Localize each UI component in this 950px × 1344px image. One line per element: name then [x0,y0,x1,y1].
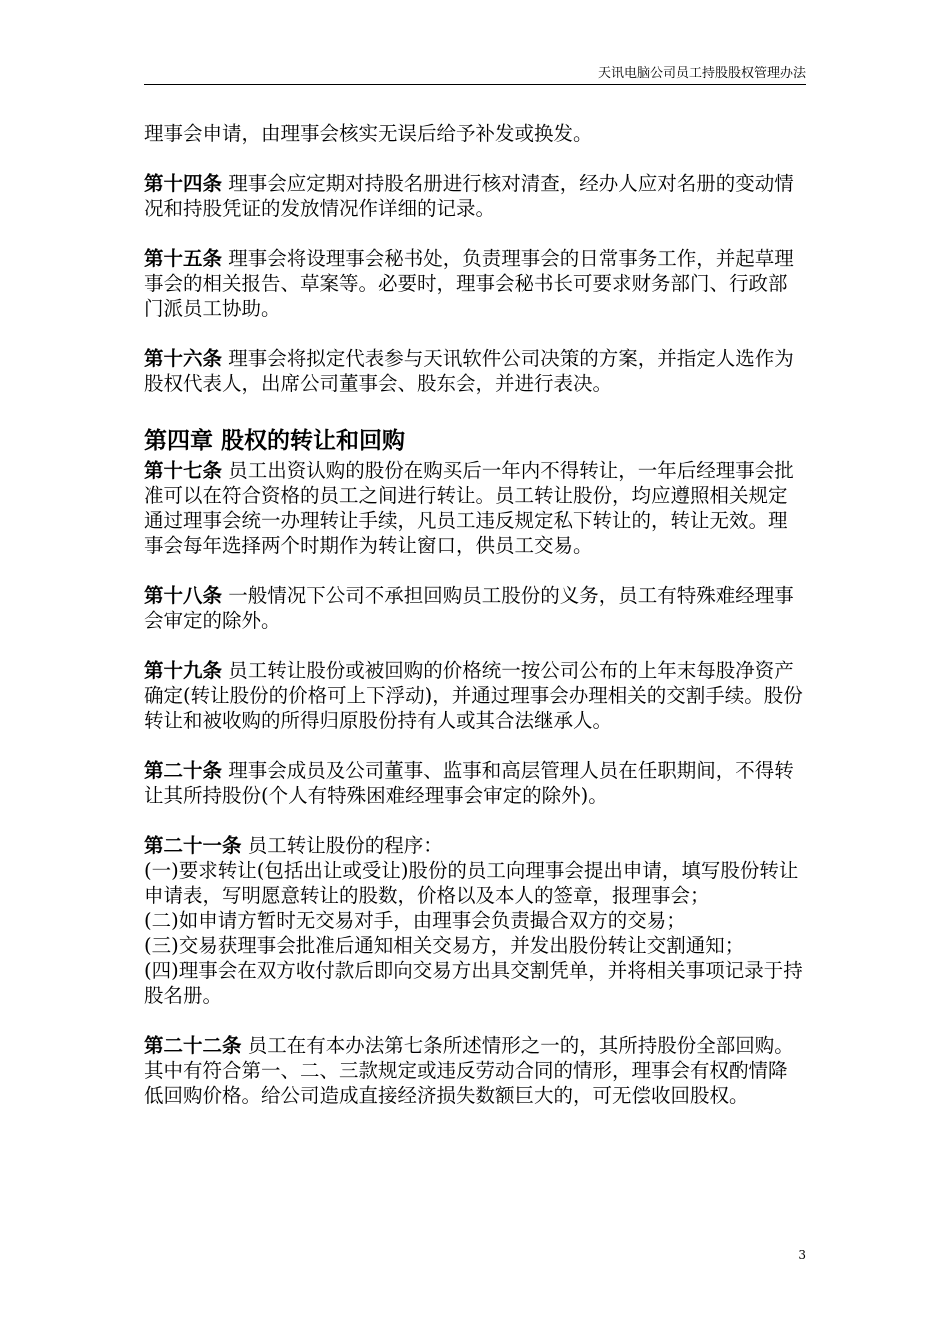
article-14-text: 理事会应定期对持股名册进行核对清查，经办人应对名册的变动情况和持股凭证的发放情况作详细的记录。 [144,172,794,220]
article-17-label: 第十七条 [144,459,223,482]
article-22-text: 员工在有本办法第七条所述情形之一的，其所持股份全部回购。其中有符合第一、二、三款规定或违反劳动合同的情形，理事会有权酌情降低回购价格。给公司造成直接经济损失数额巨大的，可无偿收回股权。 [144,1034,794,1107]
article-19-text: 员工转让股份或被回购的价格统一按公司公布的上年末每股净资产确定(转让股份的价格可上下浮动)，并通过理事会办理相关的交割手续。股份转让和被收购的所得归原股份持有人或其合法继承人。 [144,659,803,732]
article-21-label: 第二十一条 [144,834,242,857]
article-18-text: 一般情况下公司不承担回购员工股份的义务，员工有特殊难经理事会审定的除外。 [144,584,794,632]
article-15-label: 第十五条 [144,247,223,270]
article-20 [144,758,806,808]
chapter-4-heading: 第四章 股权的转让和回购 [144,427,406,454]
article-16-label: 第十六条 [144,347,223,370]
document-body [144,121,806,1108]
article-22 [144,1033,806,1108]
article-17-text: 员工出资认购的股份在购买后一年内不得转让，一年后经理事会批准可以在符合资格的员工之间进行转让。员工转让股份，均应遵照相关规定通过理事会统一办理转让手续，凡员工违反规定私下转让的，转让无效。理事会每年选择两个时期作为转让窗口，供员工交易。 [144,459,794,557]
article-19-label: 第十九条 [144,659,223,682]
article-18-label: 第十八条 [144,584,223,607]
continued-paragraph: 理事会申请，由理事会核实无误后给予补发或换发。 [144,122,593,145]
article-18 [144,583,806,633]
article-21-item-4: (四)理事会在双方收付款后即向交易方出具交割凭单，并将相关事项记录于持股名册。 [144,959,803,1007]
article-15-text: 理事会将设理事会秘书处，负责理事会的日常事务工作，并起草理事会的相关报告、草案等。必要时，理事会秘书长可要求财务部门、行政部门派员工协助。 [144,247,794,320]
article-15 [144,246,806,321]
article-16 [144,346,806,396]
article-21-item-2: (二)如申请方暂时无交易对手，由理事会负责撮合双方的交易； [144,909,686,932]
article-21-item-3: (三)交易获理事会批准后通知相关交易方，并发出股份转让交割通知； [144,934,745,957]
article-19 [144,658,806,733]
article-14-label: 第十四条 [144,172,223,195]
article-16-text: 理事会将拟定代表参与天讯软件公司决策的方案，并指定人选作为股权代表人，出席公司董事会、股东会，并进行表决。 [144,347,794,395]
article-22-label: 第二十二条 [144,1034,242,1057]
page-number: 3 [798,1248,806,1262]
running-header: 天讯电脑公司员工持股股权管理办法 [597,66,806,81]
article-21 [144,833,806,858]
article-14 [144,171,806,221]
article-20-label: 第二十条 [144,759,223,782]
article-20-text: 理事会成员及公司董事、监事和高层管理人员在任职期间，不得转让其所持股份(个人有特殊困难经理事会审定的除外)。 [144,759,794,807]
article-21-item-1: (一)要求转让(包括出让或受让)股份的员工向理事会提出申请，填写股份转让申请表，写明愿意转让的股数，价格以及本人的签章，报理事会； [144,859,799,907]
header-divider [144,84,806,85]
article-21-text: 员工转让股份的程序： [247,834,443,857]
article-17 [144,458,806,558]
